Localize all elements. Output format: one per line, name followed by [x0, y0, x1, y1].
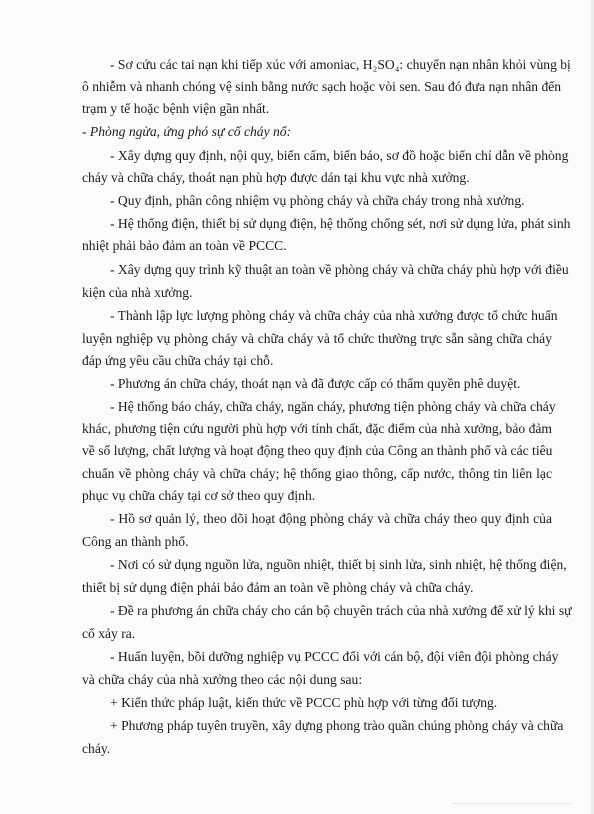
bullet-line: - Huấn luyện, bồi dưỡng nghiệp vụ PCCC đối với cán bộ, đội viên đội phòng cháy	[110, 649, 559, 664]
paragraph-line: kiện của nhà xưởng.	[82, 285, 193, 300]
paragraph-line: - Sơ cứu các tai nạn khi tiếp xúc với amoniac, H₂SO₄: chuyển nạn nhân khỏi vùng bị	[110, 57, 571, 72]
paragraph-line: nhiệt phải bảo đảm an toàn về PCCC.	[82, 238, 287, 253]
scan-artifact	[452, 803, 572, 810]
bullet-line: - Đề ra phương án chữa cháy cho cán bộ chuyên trách của nhà xưởng để xử lý khi sự	[110, 603, 572, 618]
bullet-line: - Xây dựng quy định, nội quy, biển cấm, biển báo, sơ đồ hoặc biển chỉ dẫn về phòng	[110, 148, 569, 163]
paragraph-line: cố xảy ra.	[82, 626, 136, 641]
bullet-line: - Nơi có sử dụng nguồn lửa, nguồn nhiệt, thiết bị sinh lửa, sinh nhiệt, hệ thống điện,	[110, 557, 567, 572]
bullet-line: - Phương án chữa cháy, thoát nạn và đã được cấp có thẩm quyền phê duyệt.	[110, 376, 521, 391]
paragraph-line: cháy và chữa cháy, thoát nạn phù hợp được dán tại khu vực nhà xưởng.	[82, 170, 470, 185]
paragraph-line: Công an thành phố.	[82, 534, 189, 549]
paragraph-line: và chữa cháy của nhà xưởng theo các nội dung sau:	[82, 672, 363, 687]
paragraph-line: cháy.	[82, 741, 111, 756]
paragraph-line: ô nhiễm và nhanh chóng vệ sinh bằng nước sạch hoặc vòi sen. Sau đó đưa nạn nhân đến	[82, 79, 562, 94]
section-heading: - Phòng ngừa, ứng phó sự cố cháy nổ:	[82, 124, 292, 139]
paragraph-line: khác, phương tiện cứu người phù hợp với tính chất, đặc điểm của nhà xưởng, bảo đảm	[82, 421, 552, 436]
paragraph-line: phục vụ chữa cháy tại cơ sở theo quy định.	[82, 488, 316, 503]
bullet-line: - Hệ thống điện, thiết bị sử dụng điện, hệ thống chống sét, nơi sử dụng lửa, phát sinh	[110, 216, 571, 231]
bullet-line: - Xây dựng quy trình kỹ thuật an toàn về phòng cháy và chữa cháy phù hợp với điều	[110, 262, 569, 277]
paragraph-line: chuẩn về phòng cháy và chữa cháy; hệ thống giao thông, cấp nước, thông tin liên lạc	[82, 466, 552, 481]
paragraph-line: trạm y tế hoặc bệnh viện gần nhất.	[82, 101, 270, 116]
bullet-line: - Hệ thống báo cháy, chữa cháy, ngăn cháy, phương tiện phòng cháy và chữa cháy	[110, 399, 556, 414]
paragraph-line: về số lượng, chất lượng và hoạt động theo quy định của Công an thành phố và các tiêu	[82, 443, 553, 458]
paragraph-line: thiết bị sử dụng điện phải bảo đảm an toàn về phòng cháy và chữa cháy.	[82, 580, 474, 595]
bullet-line: - Thành lập lực lượng phòng cháy và chữa cháy của nhà xưởng được tổ chức huấn	[110, 308, 558, 323]
plus-line: + Kiến thức pháp luật, kiến thức về PCCC phù hợp với từng đối tượng.	[110, 695, 498, 710]
plus-line: + Phương pháp tuyên truyền, xây dựng phong trào quần chúng phòng cháy và chữa	[110, 718, 564, 733]
paragraph-line: đáp ứng yêu cầu chữa cháy tại chỗ.	[82, 353, 274, 368]
paragraph-line: luyện nghiệp vụ phòng cháy và chữa cháy và tổ chức thường trực sẵn sàng chữa cháy	[82, 331, 552, 346]
bullet-line: - Hồ sơ quản lý, theo dõi hoạt động phòng cháy và chữa cháy theo quy định của	[110, 511, 552, 526]
bullet-line: - Quy định, phân công nhiệm vụ phòng cháy và chữa cháy trong nhà xưởng.	[110, 193, 525, 208]
